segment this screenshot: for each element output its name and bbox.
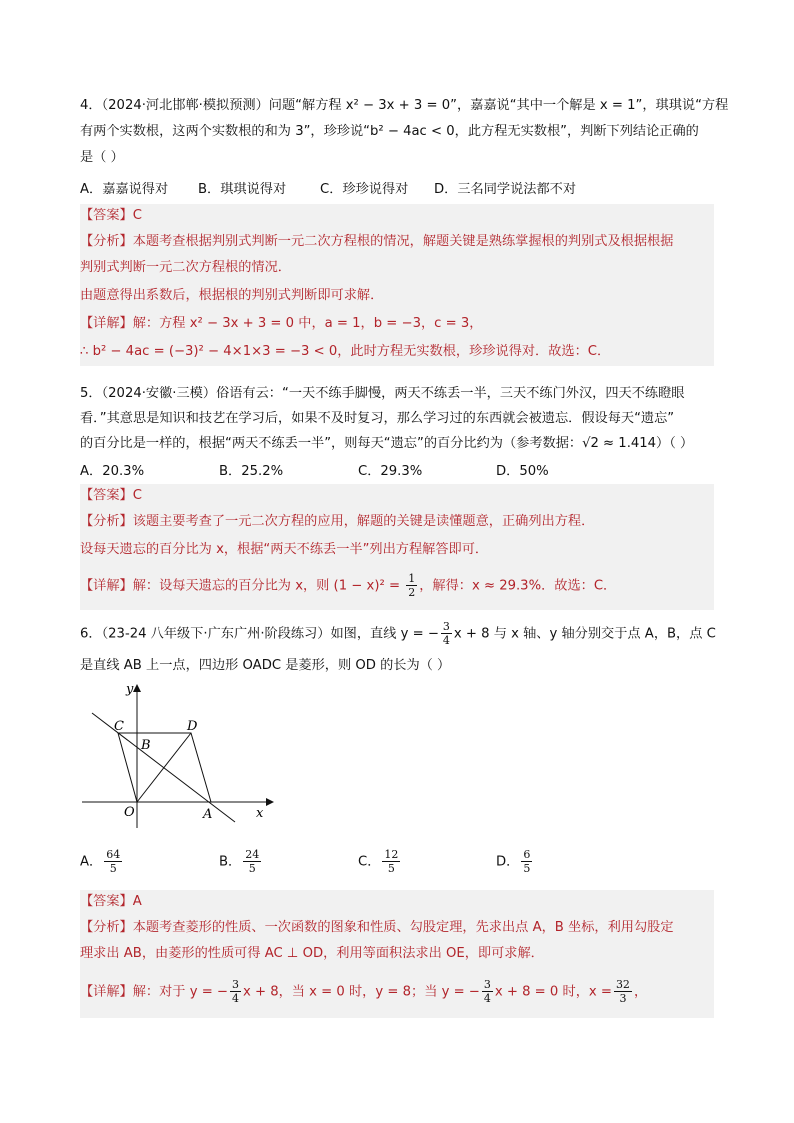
q5-detail-text1b: ，解得：x ≈ 29.3%．故选：C．	[419, 578, 617, 594]
q4-analysis-line2: 判别式判断一元二次方程根的情况．	[80, 260, 291, 275]
q5-stem-line3: 的百分比是一样的，根据“两天不练丢一半”，则每天“遗忘”的百分比约为（参考数据：√2 ≈ 1.414）（ ）	[80, 436, 694, 451]
q6-stem-line1	[80, 620, 716, 647]
q5-analysis-line1: 【分析】该题主要考查了一元二次方程的应用，解题的关键是读懂题意，正确列出方程．	[80, 514, 595, 529]
q5-detail-label: 【详解】	[80, 578, 133, 594]
q6-option-b-label: B．	[219, 854, 242, 870]
q6-stem-fraction-num: 3	[442, 620, 450, 633]
label-y: y	[126, 682, 134, 697]
q6-stem-line2: 是直线 AB 上一点，四边形 OADC 是菱形，则 OD 的长为（ ）	[80, 658, 451, 673]
q6-option-c-label: C．	[358, 854, 381, 870]
q4-analysis-line1: 【分析】本题考查根据判别式判断一元二次方程根的情况，解题关键是熟练掌握根的判别式及根据根据	[80, 234, 674, 249]
q6-detail-fraction1-num: 3	[231, 978, 239, 991]
q6-option-c	[358, 848, 402, 875]
q4-stem-line1: 4．（2024·河北邯郸·模拟预测）问题“解方程 x² − 3x + 3 = 0”，嘉嘉说“其中一个解是 x = 1”，琪琪说“方程	[80, 98, 729, 113]
q6-stem-text1a: 6．（23-24 八年级下·广东广州·阶段练习）如图，直线 y = −	[80, 626, 439, 642]
q4-detail-line2: ∴ b² − 4ac = (−3)² − 4×1×3 = −3 < 0，此时方程无实数根，珍珍说得对．故选：C．	[80, 344, 611, 359]
q5-fraction-num: 1	[408, 572, 416, 585]
q5-option-c: C．29.3%	[358, 464, 423, 479]
q6-option-d-num: 6	[523, 848, 531, 861]
q5-option-b: B．25.2%	[219, 464, 284, 479]
q6-option-b	[219, 848, 263, 875]
q6-detail-line	[80, 978, 647, 1005]
q5-stem-line2: 看．”其意思是知识和技艺在学习后，如果不及时复习，那么学习过的东西就会被遗忘．假设每天“遗忘”	[80, 411, 675, 426]
q6-option-a-fraction	[104, 848, 122, 875]
q4-option-d: D．三名同学说法都不对	[434, 182, 577, 197]
q6-detail-fraction3	[614, 978, 632, 1005]
q5-stem-line1: 5．（2024·安徽·三模）俗语有云：“一天不练手脚慢，两天不练丢一半，三天不练门外汉，四天不练瞪眼	[80, 386, 685, 401]
q6-stem-fraction-den: 4	[442, 634, 450, 647]
q5-option-d: D．50%	[496, 464, 549, 479]
q4-detail-label: 【详解】	[80, 316, 133, 331]
q6-option-a	[80, 848, 124, 875]
q6-detail-fraction2-num: 3	[483, 978, 491, 991]
q4-option-b: B．琪琪说得对	[198, 182, 287, 197]
q6-option-c-num: 12	[384, 848, 399, 861]
q6-detail-fraction2-den: 4	[483, 992, 491, 1005]
q6-detail-text1c: x + 8 = 0 时，x =	[494, 984, 612, 1000]
label-a: A	[203, 807, 213, 822]
q6-answer-box	[80, 890, 714, 1018]
q6-analysis-line2: 理求出 AB，由菱形的性质可得 AC ⊥ OD，利用等面积法求出 OE，即可求解．	[80, 946, 544, 961]
q4-stem-line3: 是（ ）	[80, 150, 124, 165]
q6-option-c-den: 5	[387, 862, 395, 875]
q4-answer: 【答案】C	[80, 208, 142, 223]
q4-option-c: C．珍珍说得对	[320, 182, 409, 197]
x-axis-arrow	[266, 798, 274, 806]
q5-answer-box	[80, 484, 714, 610]
q5-analysis-line2: 设每天遗忘的百分比为 x，根据“两天不练丢一半”列出方程解答即可．	[80, 542, 489, 557]
q6-option-b-fraction	[243, 848, 261, 875]
q4-answer-box	[80, 204, 714, 366]
q6-option-a-label: A．	[80, 854, 103, 870]
q6-detail-label: 【详解】	[80, 984, 133, 1000]
q6-detail-text1b: x + 8，当 x = 0 时，y = 8；当 y = −	[242, 984, 480, 1000]
label-b: B	[141, 738, 151, 753]
q4-detail-text1: 解：方程 x² − 3x + 3 = 0 中，a = 1，b = −3，c = 3，	[132, 316, 483, 331]
q6-analysis-line1: 【分析】本题考查菱形的性质、一次函数的图象和性质、勾股定理，先求出点 A，B 坐标，利用勾股定	[80, 920, 674, 935]
q6-option-d-label: D．	[496, 854, 520, 870]
q6-option-c-fraction	[382, 848, 400, 875]
q5-option-a: A．20.3%	[80, 464, 145, 479]
q6-detail-fraction2	[482, 978, 493, 1005]
q5-fraction-half	[406, 572, 417, 599]
q6-detail-fraction3-num: 32	[615, 978, 630, 991]
q6-option-a-den: 5	[109, 862, 117, 875]
q5-detail-line	[80, 572, 616, 599]
q6-detail-text1d: ，	[633, 984, 648, 1000]
q4-option-a: A．嘉嘉说得对	[80, 182, 169, 197]
label-d: D	[187, 719, 198, 734]
q6-stem-fraction	[441, 620, 452, 647]
q6-option-b-den: 5	[248, 862, 256, 875]
q6-detail-fraction1	[230, 978, 241, 1005]
y-axis-arrow	[133, 684, 141, 692]
q6-option-d-fraction	[521, 848, 532, 875]
q6-detail-text1a: 解：对于 y = −	[132, 984, 228, 1000]
label-x: x	[256, 806, 264, 821]
label-o: O	[124, 805, 135, 820]
q6-option-b-num: 24	[245, 848, 260, 861]
label-c: C	[114, 719, 124, 734]
q4-stem-line2: 有两个实数根，这两个实数根的和为 3”，珍珍说“b² − 4ac < 0，此方程无实数根”，判断下列结论正确的	[80, 124, 699, 139]
q5-detail-text1a: 解：设每天遗忘的百分比为 x，则 (1 − x)² =	[132, 578, 401, 594]
q6-detail-fraction1-den: 4	[231, 992, 239, 1005]
q6-option-a-num: 64	[106, 848, 121, 861]
q6-option-d-den: 5	[523, 862, 531, 875]
q4-analysis-line3: 由题意得出系数后，根据根的判别式判断即可求解．	[80, 288, 384, 303]
q6-stem-text1b: x + 8 与 x 轴、y 轴分别交于点 A，B，点 C	[453, 626, 716, 642]
q6-answer: 【答案】A	[80, 894, 142, 909]
q4-detail-line1	[80, 314, 482, 334]
q6-detail-fraction3-den: 3	[619, 992, 627, 1005]
q5-answer: 【答案】C	[80, 488, 142, 503]
q6-rhombus-figure	[80, 680, 280, 830]
q6-option-d	[496, 848, 534, 875]
q5-fraction-den: 2	[408, 586, 416, 599]
